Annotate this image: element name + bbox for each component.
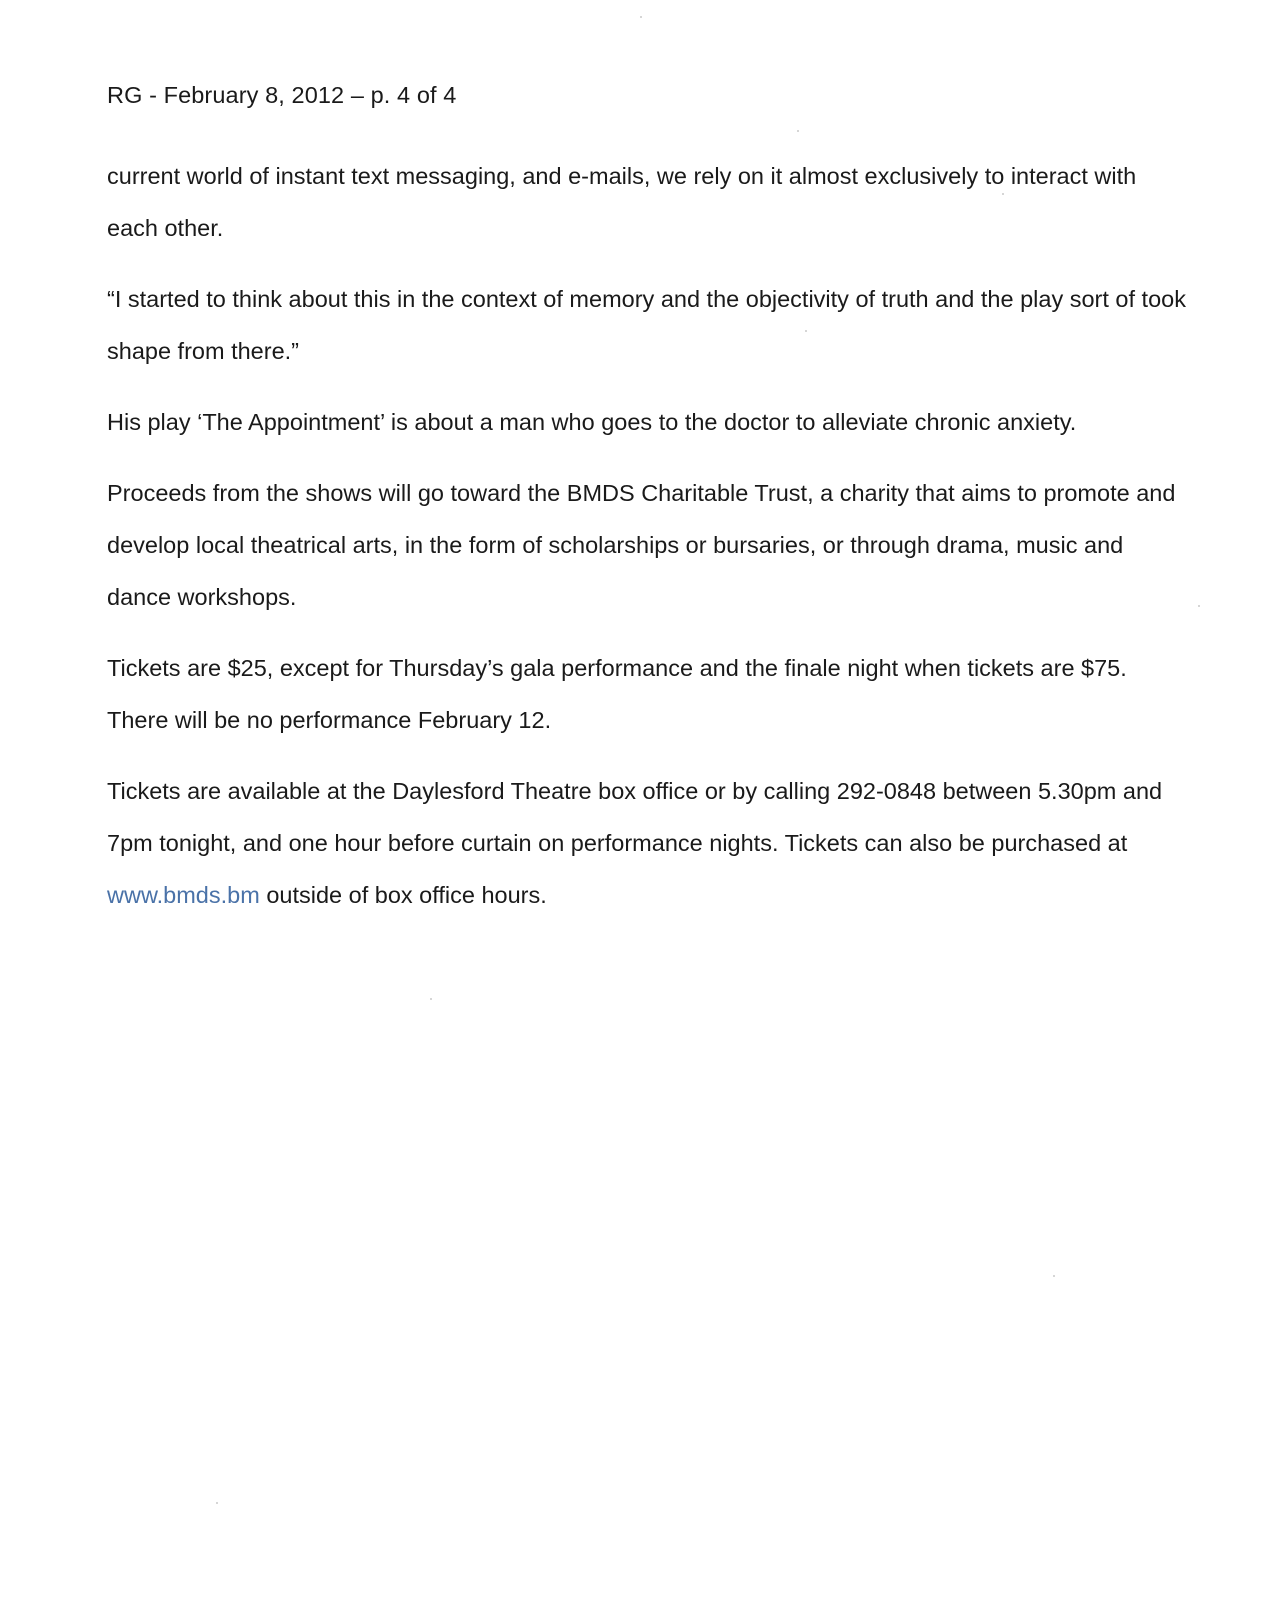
scan-speck: [1053, 1275, 1055, 1277]
paragraph-4: Proceeds from the shows will go toward the BMDS Charitable Trust, a charity that aims to promote and develop local theatrical arts, in the form of scholarships or bursaries, or through drama, music and dance workshops.: [107, 480, 1176, 610]
page-header: RG - February 8, 2012 – p. 4 of 4: [107, 82, 457, 108]
paragraph-2: “I started to think about this in the context of memory and the objectivity of truth and the play sort of took shape from there.”: [107, 286, 1186, 364]
scan-speck: [1198, 605, 1200, 607]
scan-speck: [797, 130, 799, 132]
scan-speck: [805, 330, 807, 332]
scan-speck: [1002, 193, 1004, 195]
scan-speck: [640, 16, 642, 18]
ticket-info-trailing-text: outside of box office hours.: [259, 882, 547, 908]
paragraph-1: current world of instant text messaging, and e-mails, we rely on it almost exclusively to interact with each other.: [107, 163, 1137, 241]
paragraph-5: Tickets are $25, except for Thursday’s gala performance and the finale night when tickets are $75. There will be no performance February 12.: [107, 655, 1127, 733]
website-link[interactable]: www.bmds.bm: [107, 882, 260, 908]
scan-speck: [430, 998, 432, 1000]
scan-speck: [216, 1502, 218, 1504]
article-body: [107, 150, 1187, 940]
paragraph-6: [107, 765, 1187, 921]
ticket-info-text: Tickets are available at the Daylesford Theatre box office or by calling 292-0848 between 5.30pm and 7pm tonight, and one hour before curtain on performance nights. Tickets can also be purchased at: [107, 778, 1163, 856]
paragraph-3: His play ‘The Appointment’ is about a man who goes to the doctor to alleviate chronic anxiety.: [107, 409, 1077, 435]
